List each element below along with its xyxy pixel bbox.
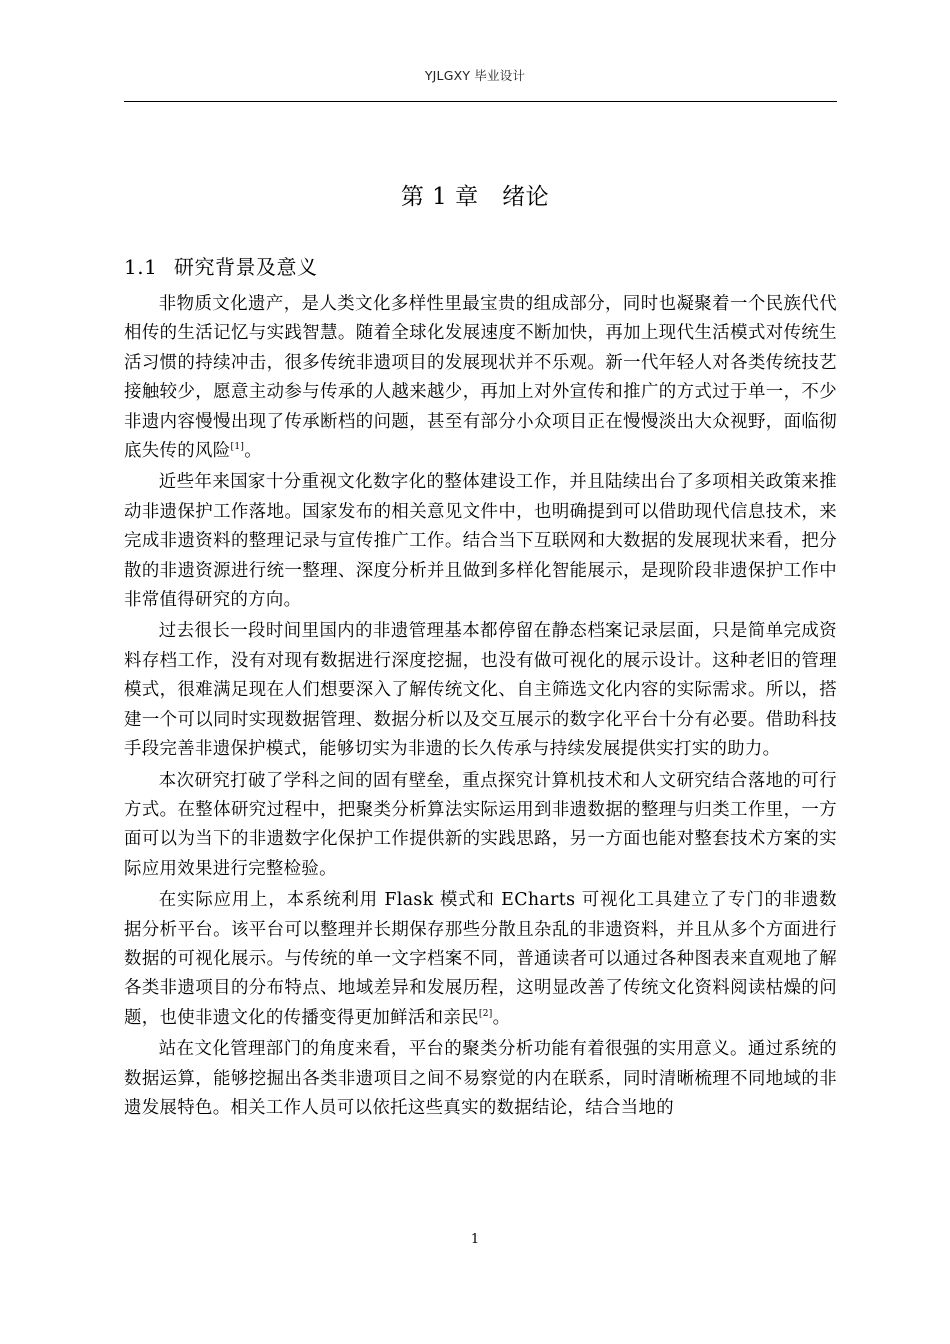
citation-ref: [2] bbox=[478, 1008, 493, 1019]
paragraph bbox=[124, 617, 837, 764]
paragraph-end: 。 bbox=[492, 1007, 511, 1028]
chapter-title: 第 1 章 绪论 bbox=[400, 184, 550, 210]
paragraph-text: 近些年来国家十分重视文化数字化的整体建设工作，并且陆续出台了多项相关政策来推动非遗保护工作落地。国家发布的相关意见文件中，也明确提到可以借助现代信息技术，来完成非遗资料的整理记录与宣传推广工作。结合当下互联网和大数据的发展现状来看，把分散的非遗资源进行统一整理、深度分析并且做到多样化智能展示，是现阶段非遗保护工作中非常值得研究的方向。 bbox=[124, 472, 837, 611]
paragraph-text: 非物质文化遗产，是人类文化多样性里最宝贵的组成部分，同时也凝聚着一个民族代代相传的生活记忆与实践智慧。随着全球化发展速度不断加快，再加上现代生活模式对传统生活习惯的持续冲击，很多传统非遗项目的发展现状并不乐观。新一代年轻人对各类传统技艺接触较少，愿意主动参与传承的人越来越少，再加上对外宣传和推广的方式过于单一，不少非遗内容慢慢出现了传承断档的问题，甚至有部分小众项目正在慢慢淡出大众视野，面临彻底失传的风险 bbox=[124, 294, 837, 462]
page-number: 1 bbox=[470, 1232, 480, 1247]
paragraph-text: 站在文化管理部门的角度来看，平台的聚类分析功能有着很强的实用意义。通过系统的数据运算，能够挖掘出各类非遗项目之间不易察觉的内在联系，同时清晰梳理不同地域的非遗发展特色。相关工作人员可以依托这些真实的数据结论，结合当地的 bbox=[124, 1039, 837, 1118]
header-divider bbox=[124, 101, 837, 102]
paragraph-text: 本次研究打破了学科之间的固有壁垒，重点探究计算机技术和人文研究结合落地的可行方式。在整体研究过程中，把聚类分析算法实际运用到非遗数据的整理与归类工作里，一方面可以为当下的非遗数字化保护工作提供新的实践思路，另一方面也能对整套技术方案的实际应用效果进行完整检验。 bbox=[124, 770, 837, 879]
paragraph bbox=[124, 1035, 837, 1123]
paragraph bbox=[124, 290, 837, 466]
section-number: 1.1 bbox=[124, 255, 158, 279]
body-text bbox=[124, 290, 837, 1125]
paragraph bbox=[124, 468, 837, 615]
paragraph-end: 。 bbox=[244, 441, 263, 462]
running-header: YJLGXY 毕业设计 bbox=[424, 68, 526, 83]
paragraph-text: 过去很长一段时间里国内的非遗管理基本都停留在静态档案记录层面，只是简单完成资料存档工作，没有对现有数据进行深度挖掘，也没有做可视化的展示设计。这种老旧的管理模式，很难满足现在人们想要深入了解传统文化、自主筛选文化内容的实际需求。所以，搭建一个可以同时实现数据管理、数据分析以及交互展示的数字化平台十分有必要。借助科技手段完善非遗保护模式，能够切实为非遗的长久传承与持续发展提供实打实的助力。 bbox=[124, 621, 837, 760]
citation-ref: [1] bbox=[230, 442, 245, 453]
section-heading bbox=[124, 251, 318, 280]
paragraph bbox=[124, 767, 837, 885]
paragraph-text: 在实际应用上，本系统利用 Flask 模式和 ECharts 可视化工具建立了专门的非遗数据分析平台。该平台可以整理并长期保存那些分散且杂乱的非遗资料，并且从多个方面进行数据的可视化展示。与传统的单一文字档案不同，普通读者可以通过各种图表来直观地了解各类非遗项目的分布特点、地域差异和发展历程，这明显改善了传统文化资料阅读枯燥的问题，也使非遗文化的传播变得更加鲜活和亲民 bbox=[124, 890, 837, 1028]
paragraph bbox=[124, 886, 837, 1033]
section-title: 研究背景及意义 bbox=[174, 255, 318, 279]
